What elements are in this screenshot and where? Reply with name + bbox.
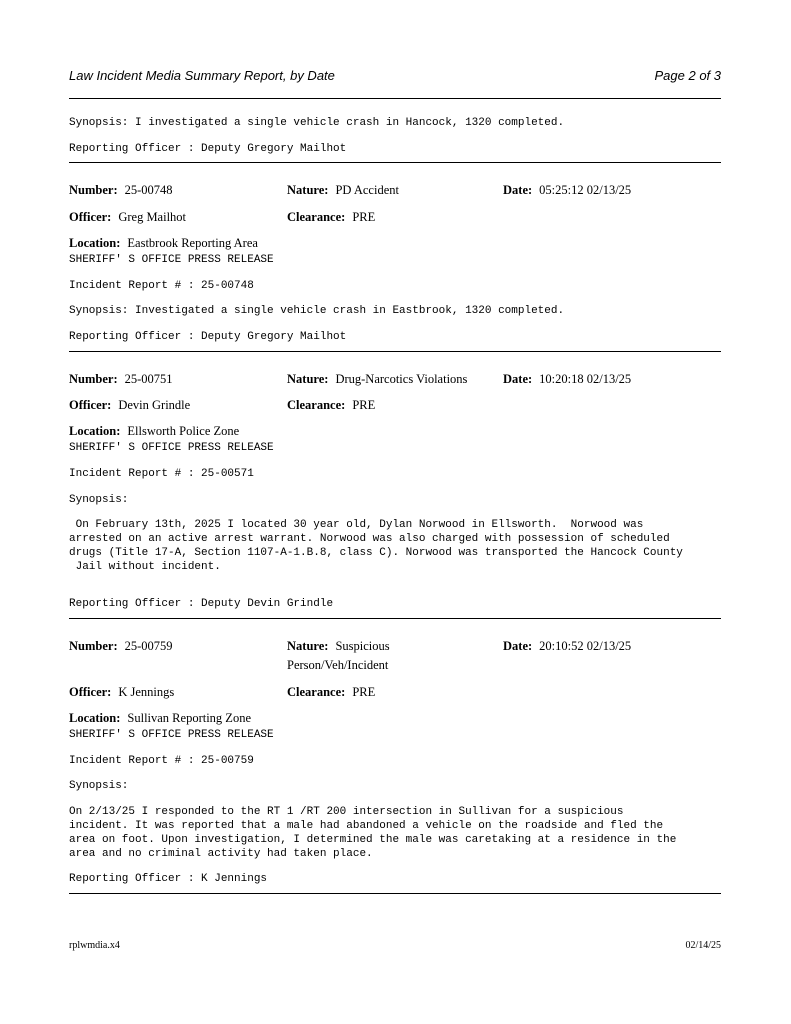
officer-field: [69, 398, 190, 413]
nature-value: Suspicious: [335, 639, 390, 653]
reporting-officer: Reporting Officer : Deputy Gregory Mailhot: [69, 331, 347, 343]
clearance-value: PRE: [352, 398, 376, 412]
date-label: Date:: [503, 639, 533, 653]
location-label: Location:: [69, 236, 121, 250]
divider: [69, 162, 721, 163]
number-label: Number:: [69, 183, 118, 197]
clearance-label: Clearance:: [287, 398, 346, 412]
footer-date: 02/14/25: [685, 940, 721, 951]
clearance-field: [287, 398, 375, 413]
reporting-officer: Reporting Officer : Deputy Gregory Mailhot: [69, 143, 347, 155]
page-number: Page 2 of 3: [654, 68, 721, 83]
divider: [69, 98, 721, 99]
date-value: 10:20:18 02/13/25: [539, 372, 632, 386]
nature-value-continued: Person/Veh/Incident: [287, 658, 389, 672]
divider: [69, 618, 721, 619]
location-label: Location:: [69, 424, 121, 438]
location-field: [69, 424, 239, 439]
clearance-field: [287, 210, 375, 225]
nature-label: Nature:: [287, 183, 329, 197]
date-field: [503, 183, 631, 198]
clearance-label: Clearance:: [287, 685, 346, 699]
number-field: [69, 372, 173, 387]
location-label: Location:: [69, 711, 121, 725]
officer-value: Greg Mailhot: [118, 210, 187, 224]
location-value: Ellsworth Police Zone: [127, 424, 240, 438]
narrative-text: On 2/13/25 I responded to the RT 1 /RT 200 intersection in Sullivan for a suspicious incident. It was reported that a male had abandoned a vehicle on the roadside and fled the area on foot. Upon investigation, I determined the male was caretaking at a residence in the area and no criminal activity had taken place.: [69, 806, 677, 860]
synopsis-text: Synopsis:: [69, 494, 129, 506]
date-label: Date:: [503, 372, 533, 386]
nature-label: Nature:: [287, 639, 329, 653]
number-value: 25-00751: [124, 372, 173, 386]
location-field: [69, 711, 251, 726]
incident-report-number: Incident Report # : 25-00571: [69, 468, 254, 480]
number-value: 25-00748: [124, 183, 173, 197]
number-label: Number:: [69, 372, 118, 386]
nature-field: [287, 639, 390, 654]
reporting-officer: Reporting Officer : Deputy Devin Grindle: [69, 598, 334, 610]
incident-report-number: Incident Report # : 25-00759: [69, 755, 254, 767]
date-field: [503, 639, 631, 654]
press-release-text: SHERIFF' S OFFICE PRESS RELEASE: [69, 442, 274, 454]
nature-field: [287, 372, 467, 387]
officer-value: Devin Grindle: [118, 398, 191, 412]
number-label: Number:: [69, 639, 118, 653]
nature-label: Nature:: [287, 372, 329, 386]
footer-report-id: rplwmdia.x4: [69, 940, 120, 951]
officer-label: Officer:: [69, 685, 112, 699]
nature-value: Drug-Narcotics Violations: [335, 372, 468, 386]
divider: [69, 893, 721, 894]
officer-field: [69, 210, 186, 225]
report-title: Law Incident Media Summary Report, by Date: [69, 68, 335, 83]
location-value: Sullivan Reporting Zone: [127, 711, 251, 725]
press-release-text: SHERIFF' S OFFICE PRESS RELEASE: [69, 729, 274, 741]
nature-value: PD Accident: [335, 183, 399, 197]
synopsis-text: Synopsis: Investigated a single vehicle crash in Eastbrook, 1320 completed.: [69, 305, 565, 317]
clearance-value: PRE: [352, 210, 376, 224]
date-field: [503, 372, 631, 387]
location-field: [69, 236, 258, 251]
location-value: Eastbrook Reporting Area: [127, 236, 258, 250]
date-value: 05:25:12 02/13/25: [539, 183, 632, 197]
narrative-text: On February 13th, 2025 I located 30 year old, Dylan Norwood in Ellsworth. Norwood was arrested on an active arrest warrant. Norwood was also charged with possession of scheduled drugs (Title 17-A, Section 1107-A-1.B.8, class C). Norwood was transported the Hancock County Jail without incident.: [69, 519, 683, 573]
divider: [69, 351, 721, 352]
number-field: [69, 639, 173, 654]
reporting-officer: Reporting Officer : K Jennings: [69, 873, 268, 885]
clearance-field: [287, 685, 375, 700]
date-value: 20:10:52 02/13/25: [539, 639, 632, 653]
press-release-text: SHERIFF' S OFFICE PRESS RELEASE: [69, 254, 274, 266]
synopsis-text: Synopsis:: [69, 780, 129, 792]
synopsis-text: Synopsis: I investigated a single vehicle crash in Hancock, 1320 completed.: [69, 117, 565, 129]
nature-field: [287, 183, 399, 198]
officer-label: Officer:: [69, 398, 112, 412]
officer-value: K Jennings: [118, 685, 175, 699]
officer-field: [69, 685, 174, 700]
date-label: Date:: [503, 183, 533, 197]
officer-label: Officer:: [69, 210, 112, 224]
number-field: [69, 183, 173, 198]
number-value: 25-00759: [124, 639, 173, 653]
incident-report-number: Incident Report # : 25-00748: [69, 280, 254, 292]
clearance-value: PRE: [352, 685, 376, 699]
clearance-label: Clearance:: [287, 210, 346, 224]
